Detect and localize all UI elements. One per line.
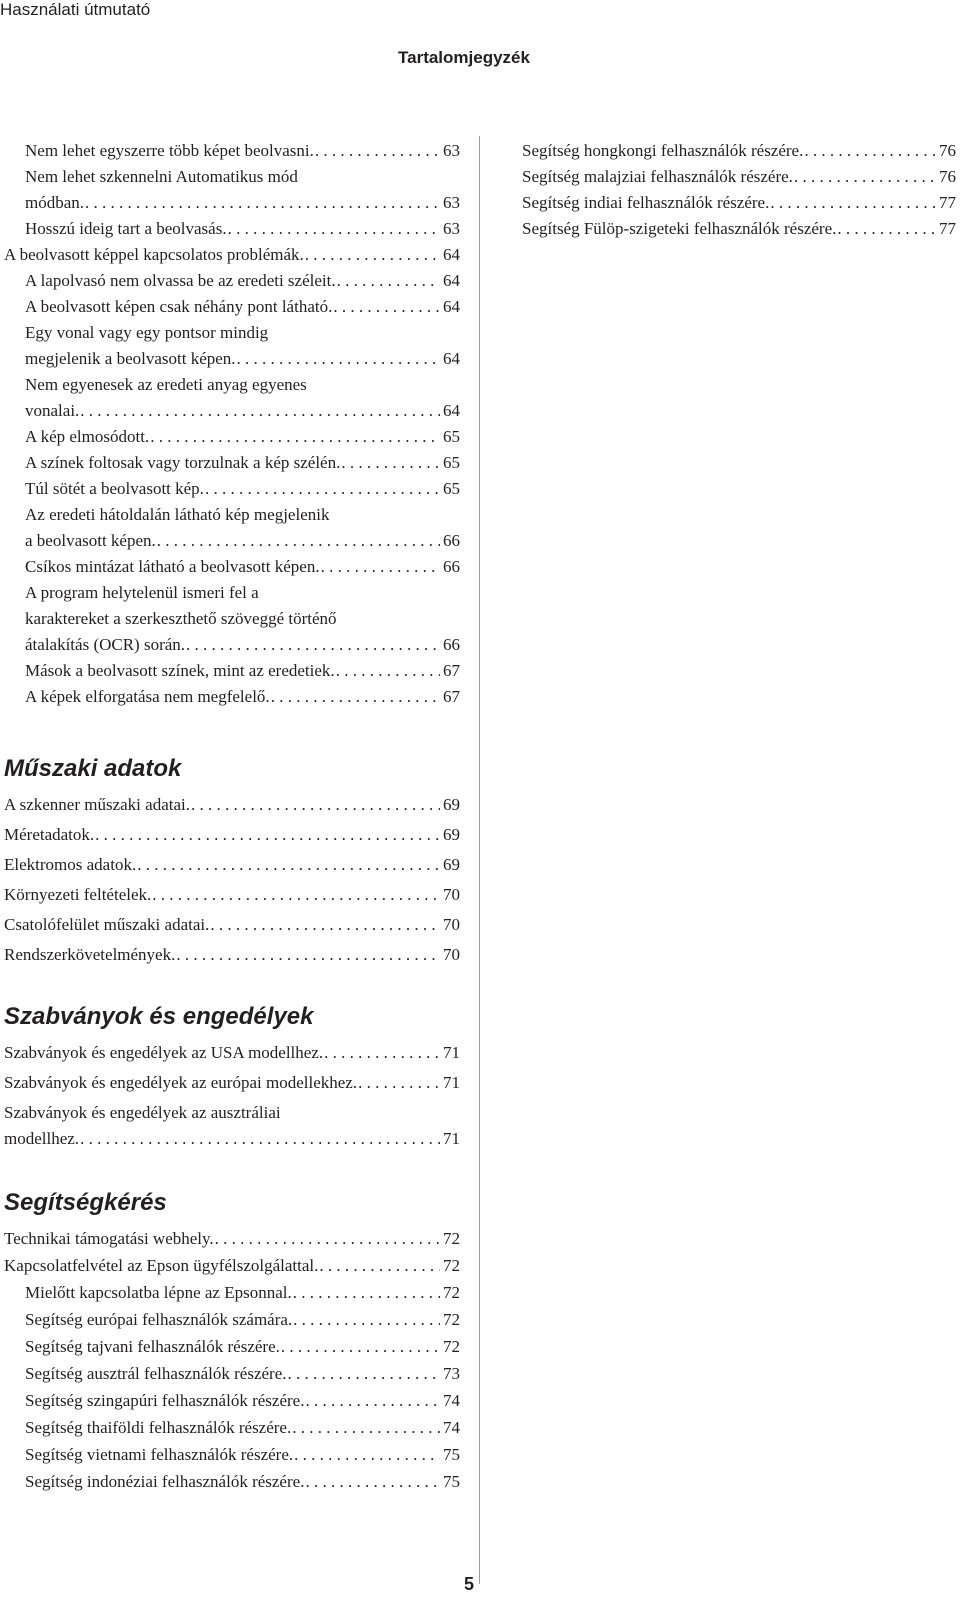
toc-leader-dots xyxy=(156,528,440,554)
toc-page-number: 71 xyxy=(443,1043,460,1062)
toc-entry-text: A képek elforgatása nem megfelelő. xyxy=(25,687,270,706)
toc-entry-text: Segítség tajvani felhasználók részére. xyxy=(25,1337,280,1356)
toc-leader-dots xyxy=(304,242,440,268)
toc-entry-text: Rendszerkövetelmények. xyxy=(4,945,176,964)
toc-leader-dots xyxy=(803,138,936,164)
toc-page-number: 71 xyxy=(443,1129,460,1148)
toc-page-number: 67 xyxy=(443,661,460,680)
toc-leader-dots xyxy=(293,1442,440,1468)
toc-page-number: 69 xyxy=(443,825,460,844)
toc-entry[interactable] xyxy=(522,164,956,190)
toc-page-number: 66 xyxy=(443,531,460,550)
group-heading-muszaki-adatok: Műszaki adatok xyxy=(4,755,182,782)
toc-entry-text: Mielőtt kapcsolatba lépne az Epsonnal. xyxy=(25,1283,292,1302)
toc-entry[interactable] xyxy=(4,658,460,684)
toc-entry-text: a beolvasott képen. xyxy=(25,531,156,550)
toc-page-number: 69 xyxy=(443,795,460,814)
toc-entry[interactable] xyxy=(522,138,956,164)
toc-entry[interactable] xyxy=(4,424,460,450)
toc-leader-dots xyxy=(291,1415,440,1441)
toc-entry[interactable] xyxy=(4,450,460,476)
toc-entry-text: Technikai támogatási webhely. xyxy=(4,1229,214,1248)
toc-entry[interactable] xyxy=(522,190,956,216)
toc-page-number: 65 xyxy=(443,479,460,498)
toc-entry-text: Méretadatok. xyxy=(4,825,95,844)
toc-entry-text: Nem lehet egyszerre több képet beolvasni. xyxy=(25,141,314,160)
toc-leader-dots xyxy=(318,1253,440,1279)
toc-leader-dots xyxy=(185,632,440,658)
toc-page-number: 64 xyxy=(443,401,460,420)
toc-entry[interactable] xyxy=(4,1388,460,1414)
toc-entry[interactable] xyxy=(522,216,956,242)
toc-page-number: 77 xyxy=(939,193,956,212)
toc-leader-dots xyxy=(149,424,440,450)
toc-entry-text: karaktereket a szerkeszthető szöveggé történő xyxy=(25,609,337,628)
toc-page-number: 69 xyxy=(443,855,460,874)
toc-page-number: 63 xyxy=(443,219,460,238)
toc-page-number: 65 xyxy=(443,427,460,446)
toc-entry[interactable] xyxy=(4,216,460,242)
toc-entry-text: A színek foltosak vagy torzulnak a kép szélén. xyxy=(25,453,341,472)
toc-entry-text: Csatolófelület műszaki adatai. xyxy=(4,915,210,934)
toc-entry[interactable] xyxy=(4,268,460,294)
toc-entry[interactable] xyxy=(4,1415,460,1441)
toc-entry[interactable] xyxy=(4,1334,460,1360)
toc-leader-dots xyxy=(227,216,440,242)
toc-entry-text: módban. xyxy=(25,193,85,212)
toc-entry-text: Csíkos mintázat látható a beolvasott képen. xyxy=(25,557,320,576)
toc-leader-dots xyxy=(292,1307,440,1333)
toc-leader-dots xyxy=(335,658,440,684)
toc-list-scanning-problems xyxy=(4,138,460,710)
toc-entry[interactable] xyxy=(4,942,460,968)
toc-entry-text: Hosszú ideig tart a beolvasás. xyxy=(25,219,227,238)
toc-entry-text: Segítség Fülöp-szigeteki felhasználók részére. xyxy=(522,219,837,238)
toc-leader-dots xyxy=(314,138,440,164)
toc-entry-text: Elektromos adatok. xyxy=(4,855,137,874)
toc-entry[interactable] xyxy=(4,1253,460,1279)
toc-leader-dots xyxy=(236,346,440,372)
toc-leader-dots xyxy=(304,1388,440,1414)
toc-page-number: 75 xyxy=(443,1445,460,1464)
toc-page-number: 64 xyxy=(443,271,460,290)
toc-entry-text: Segítség európai felhasználók számára. xyxy=(25,1310,293,1329)
toc-page-number: 76 xyxy=(939,167,956,186)
toc-leader-dots xyxy=(357,1070,440,1096)
toc-leader-dots xyxy=(270,684,440,710)
toc-list-support-continued xyxy=(522,138,956,242)
toc-leader-dots xyxy=(280,1334,440,1360)
toc-page-number: 63 xyxy=(443,141,460,160)
toc-leader-dots xyxy=(190,792,440,818)
toc-entry-text: A szkenner műszaki adatai. xyxy=(4,795,190,814)
toc-entry[interactable] xyxy=(4,852,460,878)
toc-leader-dots xyxy=(84,190,440,216)
toc-leader-dots xyxy=(204,476,440,502)
toc-entry[interactable] xyxy=(4,554,460,580)
running-header-title: Használati útmutató xyxy=(0,0,151,19)
toc-entry-text: Nem egyenesek az eredeti anyag egyenes xyxy=(25,375,307,394)
toc-leader-dots xyxy=(79,398,440,424)
toc-entry-text: Egy vonal vagy egy pontsor mindig xyxy=(25,323,269,342)
toc-entry-text: Segítség malajziai felhasználók részére. xyxy=(522,167,793,186)
toc-entry-text: átalakítás (OCR) során. xyxy=(25,635,186,654)
toc-entry[interactable] xyxy=(4,882,460,908)
toc-leader-dots xyxy=(793,164,936,190)
group-heading-segitsegkeres: Segítségkérés xyxy=(4,1189,167,1216)
toc-entry[interactable] xyxy=(4,476,460,502)
toc-entry-text: A beolvasott képen csak néhány pont látható. xyxy=(25,297,333,316)
toc-page-number: 72 xyxy=(443,1310,460,1329)
toc-page-number: 70 xyxy=(443,945,460,964)
toc-page-number: 77 xyxy=(939,219,956,238)
page-number: 5 xyxy=(464,1574,475,1594)
toc-entry[interactable] xyxy=(4,1442,460,1468)
toc-page-number: 65 xyxy=(443,453,460,472)
toc-entry[interactable] xyxy=(4,684,460,710)
toc-right-column xyxy=(522,138,956,242)
toc-entry-text: Segítség hongkongi felhasználók részére. xyxy=(522,141,804,160)
toc-entry-text: Kapcsolatfelvétel az Epson ügyfélszolgálattal. xyxy=(4,1256,319,1275)
toc-list-szabvanyok xyxy=(4,1040,460,1152)
toc-entry-text: Nem lehet szkennelni Automatikus mód xyxy=(25,167,298,186)
toc-entry-text: Mások a beolvasott színek, mint az eredetiek. xyxy=(25,661,335,680)
toc-entry-text: Segítség vietnami felhasználók részére. xyxy=(25,1445,294,1464)
toc-leader-dots xyxy=(836,216,936,242)
toc-page-number: 76 xyxy=(939,141,956,160)
toc-page-number: 64 xyxy=(443,245,460,264)
toc-entry-text: A lapolvasó nem olvassa be az eredeti széleit. xyxy=(25,271,336,290)
toc-entry-text: A kép elmosódott. xyxy=(25,427,150,446)
toc-leader-dots xyxy=(304,1469,440,1495)
toc-leader-dots xyxy=(151,882,440,908)
toc-entry-text: vonalai. xyxy=(25,401,80,420)
toc-entry[interactable] xyxy=(4,502,460,554)
toc-entry[interactable] xyxy=(4,822,460,848)
toc-page-number: 72 xyxy=(443,1229,460,1248)
toc-page-number: 72 xyxy=(443,1283,460,1302)
toc-page-number: 72 xyxy=(443,1337,460,1356)
toc-entry-text: A program helytelenül ismeri fel a xyxy=(25,583,259,602)
toc-leader-dots xyxy=(292,1280,440,1306)
toc-entry[interactable] xyxy=(4,138,460,164)
toc-entry[interactable] xyxy=(4,242,460,268)
toc-entry-text: Az eredeti hátoldalán látható kép megjelenik xyxy=(25,505,330,524)
toc-page-number: 74 xyxy=(443,1391,460,1410)
toc-entry[interactable] xyxy=(4,320,460,372)
group-heading-szabvanyok: Szabványok és engedélyek xyxy=(4,1003,314,1030)
toc-entry-text: Szabványok és engedélyek az USA modellhez. xyxy=(4,1043,324,1062)
toc-page-number: 72 xyxy=(443,1256,460,1275)
toc-page-number: 66 xyxy=(443,557,460,576)
toc-entry[interactable] xyxy=(4,1469,460,1495)
toc-leader-dots xyxy=(214,1226,440,1252)
toc-leader-dots xyxy=(320,554,440,580)
toc-entry[interactable] xyxy=(4,1361,460,1387)
toc-entry-text: Szabványok és engedélyek az európai modellekhez. xyxy=(4,1073,358,1092)
toc-entry-text: megjelenik a beolvasott képen. xyxy=(25,349,236,368)
toc-entry[interactable] xyxy=(4,1307,460,1333)
toc-entry[interactable] xyxy=(4,1070,460,1096)
toc-list-segitsegkeres xyxy=(4,1226,460,1495)
toc-leader-dots xyxy=(769,190,936,216)
toc-page-number: 67 xyxy=(443,687,460,706)
toc-entry[interactable] xyxy=(4,1226,460,1252)
toc-entry[interactable] xyxy=(4,1100,460,1152)
toc-page-number: 63 xyxy=(443,193,460,212)
toc-entry[interactable] xyxy=(4,580,460,658)
toc-leader-dots xyxy=(209,912,440,938)
toc-page-number: 71 xyxy=(443,1073,460,1092)
toc-page-number: 66 xyxy=(443,635,460,654)
toc-entry[interactable] xyxy=(4,164,460,216)
toc-entry-text: A beolvasott képpel kapcsolatos problémák. xyxy=(4,245,304,264)
toc-entry[interactable] xyxy=(4,1280,460,1306)
toc-leader-dots xyxy=(94,822,440,848)
toc-entry[interactable] xyxy=(4,912,460,938)
toc-leader-dots xyxy=(323,1040,440,1066)
toc-leader-dots xyxy=(340,450,440,476)
toc-entry-text: Segítség ausztrál felhasználók részére. xyxy=(25,1364,287,1383)
toc-page-number: 73 xyxy=(443,1364,460,1383)
toc-page-number: 64 xyxy=(443,349,460,368)
toc-entry-text: modellhez. xyxy=(4,1129,80,1148)
toc-page-number: 70 xyxy=(443,915,460,934)
toc-leader-dots xyxy=(332,294,440,320)
toc-list-muszaki-adatok xyxy=(4,792,460,968)
toc-leader-dots xyxy=(336,268,440,294)
toc-entry-text: Szabványok és engedélyek az ausztráliai xyxy=(4,1103,281,1122)
toc-entry-text: Segítség indiai felhasználók részére. xyxy=(522,193,770,212)
toc-leader-dots xyxy=(136,852,440,878)
toc-page-number: 74 xyxy=(443,1418,460,1437)
toc-page-number: 70 xyxy=(443,885,460,904)
section-title: Tartalomjegyzék xyxy=(398,48,530,67)
toc-entry[interactable] xyxy=(4,1040,460,1066)
toc-left-column xyxy=(4,138,460,1495)
toc-leader-dots xyxy=(287,1361,441,1387)
toc-leader-dots xyxy=(79,1126,440,1152)
toc-entry-text: Segítség thaiföldi felhasználók részére. xyxy=(25,1418,292,1437)
toc-entry-text: Segítség szingapúri felhasználók részére. xyxy=(25,1391,305,1410)
toc-page-number: 64 xyxy=(443,297,460,316)
toc-entry[interactable] xyxy=(4,372,460,424)
toc-entry-text: Környezeti feltételek. xyxy=(4,885,152,904)
toc-entry-text: Segítség indonéziai felhasználók részére. xyxy=(25,1472,305,1491)
toc-entry-text: Túl sötét a beolvasott kép. xyxy=(25,479,204,498)
toc-page-number: 75 xyxy=(443,1472,460,1491)
column-divider xyxy=(479,136,480,1584)
toc-leader-dots xyxy=(175,942,440,968)
toc-entry[interactable] xyxy=(4,792,460,818)
toc-entry[interactable] xyxy=(4,294,460,320)
